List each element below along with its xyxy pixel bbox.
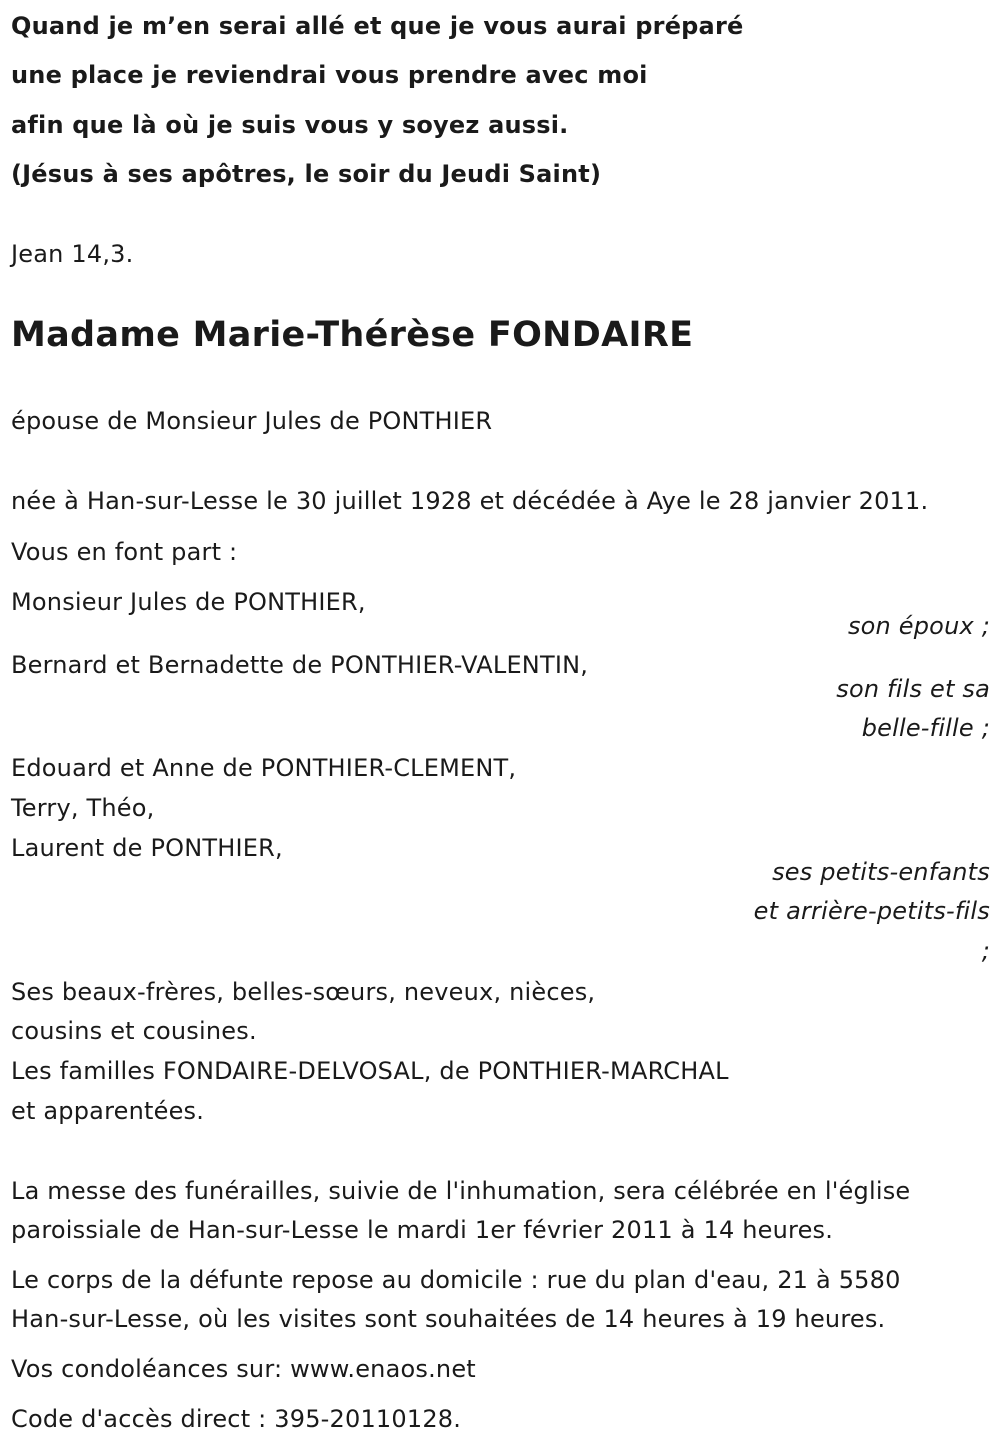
repose-line: Le corps de la défunte repose au domicile : rue du plan d'eau, 21 à 5580 xyxy=(11,1266,901,1294)
family-member-name: Bernard et Bernadette de PONTHIER-VALENTIN, xyxy=(11,651,589,679)
family-member-name: Monsieur Jules de PONTHIER, xyxy=(11,588,366,616)
family-member-name: Laurent de PONTHIER, xyxy=(11,834,283,862)
family-relation: belle-fille ; xyxy=(861,714,990,742)
announcement-intro: Vous en font part : xyxy=(11,538,238,566)
condolences-line: Vos condoléances sur: www.enaos.net xyxy=(11,1355,476,1383)
repose-line: Han-sur-Lesse, où les visites sont souhaitées de 14 heures à 19 heures. xyxy=(11,1305,886,1333)
birth-death-line: née à Han-sur-Lesse le 30 juillet 1928 et décédée à Aye le 28 janvier 2011. xyxy=(11,487,929,515)
deceased-name: Madame Marie-Thérèse FONDAIRE xyxy=(11,315,694,355)
others-line: cousins et cousines. xyxy=(11,1017,257,1045)
mass-line: La messe des funérailles, suivie de l'inhumation, sera célébrée en l'église xyxy=(11,1177,911,1205)
spouse-line: épouse de Monsieur Jules de PONTHIER xyxy=(11,407,493,435)
access-code-line: Code d'accès direct : 395-20110128. xyxy=(11,1405,462,1433)
family-relation: son époux ; xyxy=(847,612,990,640)
others-line: Ses beaux-frères, belles-sœurs, neveux, nièces, xyxy=(11,978,596,1006)
family-member-name: Edouard et Anne de PONTHIER-CLEMENT, xyxy=(11,754,517,782)
quote-line: Quand je m’en serai allé et que je vous aurai préparé xyxy=(11,12,744,40)
family-relation: et arrière-petits-fils xyxy=(753,897,990,925)
mass-line: paroissiale de Han-sur-Lesse le mardi 1er février 2011 à 14 heures. xyxy=(11,1216,834,1244)
others-line: et apparentées. xyxy=(11,1097,205,1125)
quote-line: (Jésus à ses apôtres, le soir du Jeudi Saint) xyxy=(11,160,602,188)
family-relation: ses petits-enfants xyxy=(772,858,990,886)
quote-line: une place je reviendrai vous prendre avec moi xyxy=(11,61,648,89)
quote-reference: Jean 14,3. xyxy=(11,240,134,268)
family-member-name: Terry, Théo, xyxy=(11,794,155,822)
others-line: Les familles FONDAIRE-DELVOSAL, de PONTHIER-MARCHAL xyxy=(11,1057,729,1085)
quote-line: afin que là où je suis vous y soyez aussi. xyxy=(11,111,569,139)
family-relation: son fils et sa xyxy=(836,675,990,703)
family-relation: ; xyxy=(981,937,990,965)
